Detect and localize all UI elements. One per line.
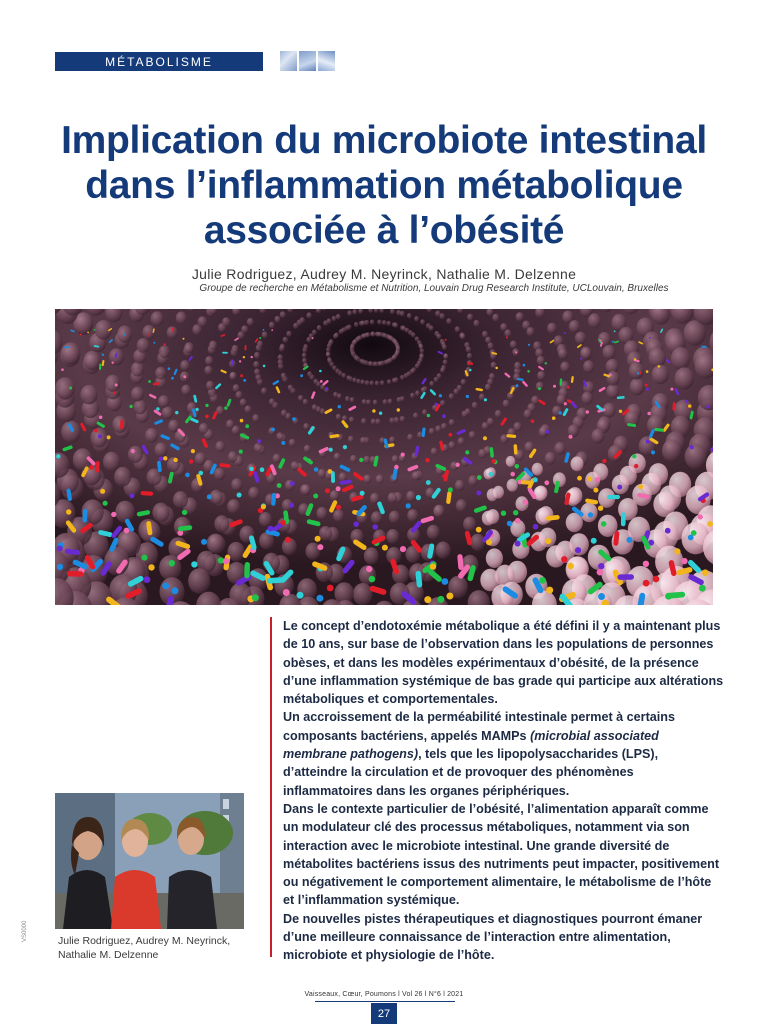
decor-square-icon bbox=[280, 51, 297, 71]
article-abstract bbox=[270, 617, 725, 963]
authors-photo bbox=[55, 793, 244, 929]
section-label: MÉTABOLISME bbox=[55, 52, 263, 71]
side-reference-code: VS0000 bbox=[22, 920, 28, 942]
title-line-3: associée à l’obésité bbox=[203, 209, 565, 252]
abstract-paragraph: Le concept d’endotoxémie métabolique a été défini il y a maintenant plus de 10 ans, sur base de l’observation dans les populations de personnes obèses, et dans les modèles expérimentaux d’obésité, de la présence d’une inflammation systémique de bas grade qui participe aux altérations métaboliques et comportementales. bbox=[283, 619, 724, 707]
section-decoration bbox=[280, 51, 336, 71]
abstract-italic-term: (microbial associated membrane pathogens) bbox=[283, 728, 659, 762]
page-number: 27 bbox=[371, 1003, 397, 1024]
abstract-paragraph: Dans le contexte particulier de l’obésité, l’alimentation apparaît comme un modulateur clé des processus métaboliques, notamment via son interaction avec le microbiote intestinal. Une grande diversité de métabolites bactériens issus des nutriments peut impacter, positivement ou négativement le comportement alimentaire, le métabolisme de l’hôte et l’inflammation systémique. bbox=[283, 801, 720, 908]
hero-illustration bbox=[55, 309, 713, 605]
decor-square-icon bbox=[318, 51, 335, 71]
abstract-paragraph: De nouvelles pistes thérapeutiques et diagnostiques pourront émaner d’une meilleure connaissance de l’interaction entre alimentation, microbiote et physiologie de l’hôte. bbox=[283, 911, 703, 963]
footer-divider bbox=[315, 1001, 455, 1002]
article-affiliation: Groupe de recherche en Métabolisme et Nutrition, Louvain Drug Research Institute, UCLouvain, Bruxelles bbox=[199, 283, 669, 294]
abstract-text: Un accroissement de la perméabilité intestinale permet à certains composants bactériens, appelés MAMPs bbox=[283, 710, 675, 743]
caption-line-2: Nathalie M. Delzenne bbox=[58, 949, 159, 961]
journal-reference: Vaisseaux, Cœur, Poumons l Vol 26 l N°6 l 2021 bbox=[304, 991, 464, 998]
title-line-1: Implication du microbiote intestinal bbox=[61, 119, 707, 162]
photo-caption bbox=[58, 934, 258, 962]
article-title bbox=[40, 118, 728, 253]
article-authors: Julie Rodriguez, Audrey M. Neyrinck, Nathalie M. Delzenne bbox=[191, 266, 577, 282]
title-line-2: dans l’inflammation métabolique bbox=[85, 164, 683, 207]
abstract-paragraph bbox=[283, 708, 725, 799]
intestinal-microbiota-image bbox=[55, 309, 713, 605]
caption-line-1: Julie Rodriguez, Audrey M. Neyrinck, bbox=[58, 935, 231, 947]
abstract-text: , tels que les lipopolysaccharides (LPS), d’atteindre la circulation et de provoquer des phénomènes inflammatoires dans les organes périphériques. bbox=[283, 747, 659, 798]
authors-photo-image bbox=[55, 793, 244, 929]
decor-square-icon bbox=[299, 51, 316, 71]
